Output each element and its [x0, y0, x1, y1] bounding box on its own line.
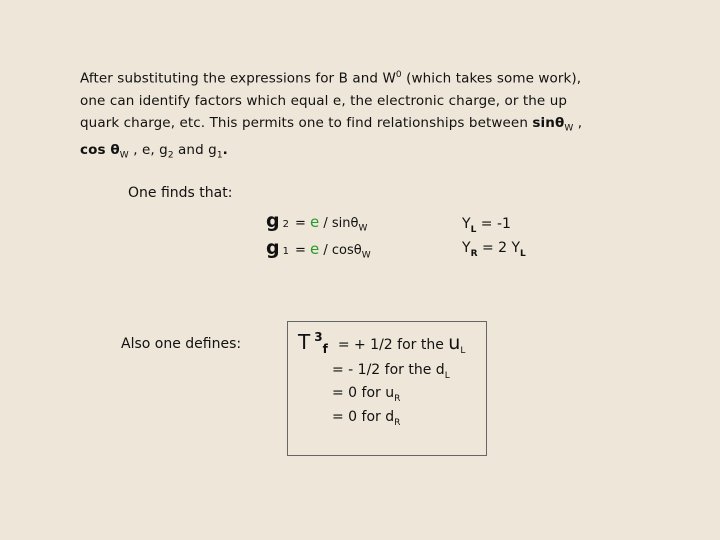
isospin-line-4-text: = 0 for d: [332, 409, 395, 425]
g1-w-sub: W: [361, 250, 371, 261]
isospin-line-3-text: = 0 for u: [332, 385, 395, 401]
hypercharge-yr: [462, 240, 526, 259]
isospin-line-2-text: = - 1/2 for the d: [332, 362, 445, 378]
finds-label: One finds that:: [128, 185, 233, 201]
t-superscript-3: 3: [314, 330, 323, 344]
isospin-line-1-text: = + 1/2 for the: [337, 337, 449, 353]
g2-rest: / sinθ: [319, 216, 359, 231]
yl-value: = -1: [476, 216, 511, 232]
intro-line-1b: (which takes some work),: [401, 70, 582, 87]
g1-index: 1: [282, 246, 289, 257]
intro-line-3a: quark charge, etc. This permits one to find relationships between: [80, 114, 533, 131]
yr-sub: R: [470, 248, 478, 259]
defines-label: Also one defines:: [121, 336, 242, 352]
yl-sub: L: [470, 224, 477, 235]
yl-symbol: Y: [462, 216, 471, 232]
intro-cos-theta: cos θ: [80, 142, 120, 159]
coupling-g1: [266, 237, 371, 261]
intro-line-2: one can identify factors which equal e, the electronic charge, or the up: [80, 92, 568, 109]
g2-e-symbol: e: [310, 213, 320, 231]
t-subscript-f: f: [322, 342, 328, 356]
g1-e-symbol: e: [310, 240, 320, 258]
intro-line-3c: ,: [573, 114, 583, 131]
t-symbol: T: [298, 330, 311, 354]
isospin-line-3-sub: R: [394, 393, 401, 404]
g1-symbol: g: [266, 237, 280, 259]
g2-symbol: g: [266, 210, 280, 232]
isospin-line-4: [332, 409, 400, 428]
hypercharge-yl: [462, 216, 511, 235]
isospin-line-2: [332, 362, 450, 381]
intro-line-1a: After substituting the expressions for B and W: [80, 70, 396, 87]
g2-w-sub: W: [358, 223, 368, 234]
g1-rest: / cosθ: [319, 243, 362, 258]
isospin-line-1: [298, 330, 465, 356]
coupling-g2: [266, 210, 367, 234]
intro-sin-theta-sub: W: [564, 123, 574, 134]
intro-g2-sub: 2: [167, 150, 174, 161]
u-left-sub: L: [460, 345, 466, 356]
yr-symbol: Y: [462, 240, 471, 256]
intro-g1-sub: 1: [216, 150, 223, 161]
intro-line-1-sup: 0: [395, 70, 402, 80]
u-left-symbol: u: [448, 332, 461, 354]
g2-equals: =: [294, 216, 311, 231]
intro-line-4-and: and g: [173, 142, 217, 159]
isospin-line-2-sub: L: [444, 370, 450, 381]
intro-sin-theta: sinθ: [532, 114, 565, 131]
intro-line-4-mid: , e, g: [128, 142, 168, 159]
intro-paragraph: [80, 64, 680, 167]
g2-index: 2: [282, 219, 289, 230]
isospin-line-3: [332, 385, 400, 404]
isospin-line-4-sub: R: [394, 417, 401, 428]
yr-value: = 2 Y: [477, 240, 521, 256]
g1-equals: =: [294, 243, 311, 258]
intro-cos-theta-sub: W: [119, 150, 129, 161]
isospin-box: [287, 321, 487, 456]
yr-value-sub: L: [520, 248, 526, 259]
intro-line-4-dot: .: [222, 142, 228, 159]
